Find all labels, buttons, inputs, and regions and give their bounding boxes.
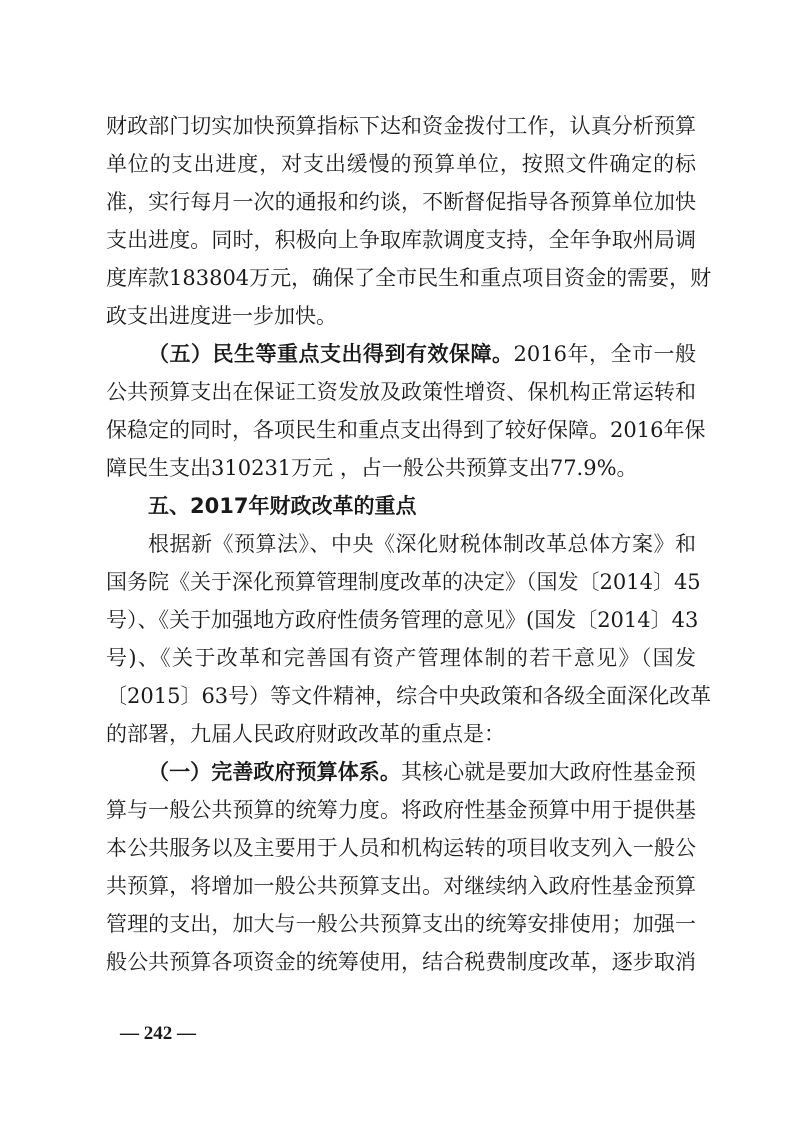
page-number: — 242 — [120, 1023, 196, 1044]
paragraph-line: 财政部门切实加快预算指标下达和资金拨付工作，认真分析预算 [106, 114, 696, 138]
paragraph-line: 障民生支出310231万元 ，占一般公共预算支出77.9%。 [106, 456, 638, 480]
paragraph-line: 根据新《预算法》、中央《深化财税体制改革总体方案》和 [148, 532, 696, 556]
paragraph-text: 2016年，全市一般 [513, 342, 697, 366]
paragraph-line: 本公共服务以及主要用于人员和机构运转的项目收支列入一般公 [106, 836, 696, 860]
body-text [106, 108, 712, 978]
paragraph-line: 管理的支出，加大与一般公共预算支出的统筹安排使用；加强一 [106, 912, 696, 936]
paragraph-line: 号)、《关于改革和完善国有资产管理体制的若干意见》（国发 [106, 646, 696, 670]
paragraph-line: 共预算，将增加一般公共预算支出。对继续纳入政府性基金预算 [106, 874, 696, 898]
subsection-heading: （五）民生等重点支出得到有效保障。 [148, 342, 514, 366]
paragraph-line [148, 754, 696, 790]
paragraph-line: 单位的支出进度，对支出缓慢的预算单位，按照文件确定的标 [106, 152, 696, 176]
paragraph-text: 其核心就是要加大政府性基金预 [400, 760, 697, 784]
paragraph-line: 支出进度。同时，积极向上争取库款调度支持，全年争取州局调 [106, 228, 696, 252]
paragraph-line: 号）、《关于加强地方政府性债务管理的意见》(国发〔2014〕43 [106, 608, 699, 632]
paragraph-line: 保稳定的同时，各项民生和重点支出得到了较好保障。2016年保 [106, 418, 706, 442]
paragraph-line: 政支出进度进一步加快。 [106, 304, 337, 328]
subsection-heading: （一）完善政府预算体系。 [148, 760, 401, 784]
paragraph-line: 度库款183804万元，确保了全市民生和重点项目资金的需要，财 [106, 266, 712, 290]
paragraph-line: 公共预算支出在保证工资发放及政策性增资、保机构正常运转和 [106, 380, 696, 404]
paragraph-line [148, 336, 696, 372]
paragraph-line: 的部署，九届人民政府财政改革的重点是： [106, 722, 505, 746]
section-heading: 五、2017年财政改革的重点 [148, 494, 417, 518]
paragraph-line: 般公共预算各项资金的统筹使用，结合税费制度改革，逐步取消 [106, 950, 696, 974]
paragraph-line: 准，实行每月一次的通报和约谈，不断督促指导各预算单位加快 [106, 190, 696, 214]
paragraph-line: 国务院《关于深化预算管理制度改革的决定》（国发〔2014〕45 [106, 570, 701, 594]
paragraph-line: 算与一般公共预算的统筹力度。将政府性基金预算中用于提供基 [106, 798, 696, 822]
paragraph-line: 〔2015〕63号）等文件精神，综合中央政策和各级全面深化改革 [106, 684, 712, 708]
